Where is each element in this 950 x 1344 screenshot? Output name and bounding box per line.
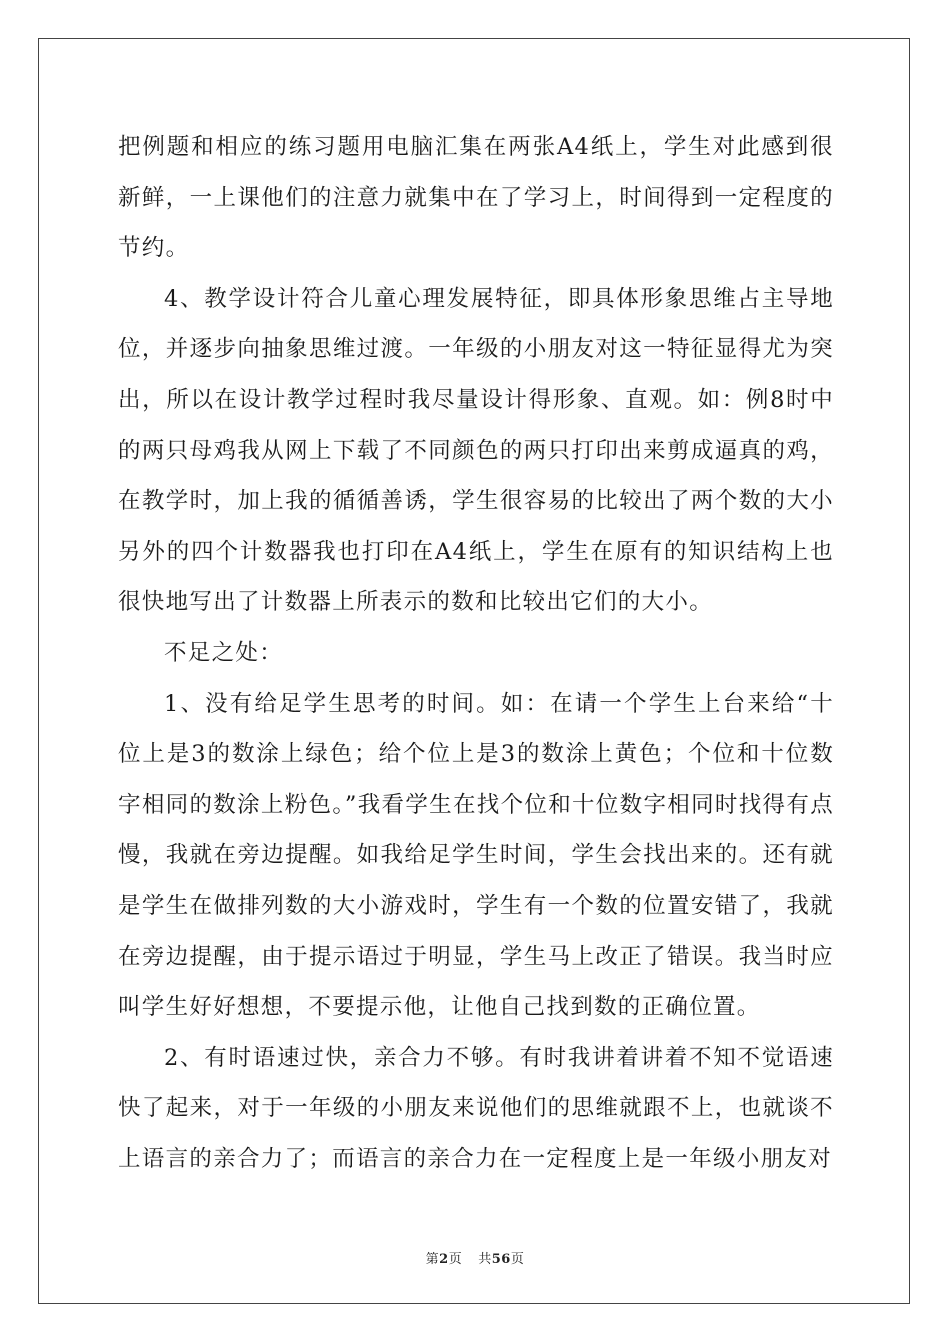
- paragraph-point-4: 4、教学设计符合儿童心理发展特征，即具体形象思维占主导地位，并逐步向抽象思维过渡。一年级的小朋友对这一特征显得尤为突出，所以在设计教学过程时我尽量设计得形象、直观。如：例8时中的两只母鸡我从网上下载了不同颜色的两只打印出来剪成逼真的鸡，在教学时，加上我的循循善诱，学生很容易的比较出了两个数的大小另外的四个计数器我也打印在A4纸上，学生在原有的知识结构上也很快地写出了计数器上所表示的数和比较出它们的大小。: [118, 285, 834, 616]
- page-number: 2: [439, 1252, 449, 1267]
- paragraph-shortcoming-1: 1、没有给足学生思考的时间。如：在请一个学生上台来给“十位上是3的数涂上绿色；给个位上是3的数涂上黄色；个位和十位数字相同的数涂上粉色。”我看学生在找个位和十位数字相同时找得有点慢，我就在旁边提醒。如我给足学生时间，学生会找出来的。还有就是学生在做排列数的大小游戏时，学生有一个数的位置安错了，我就在旁边提醒，由于提示语过于明显，学生马上改正了错误。我当时应叫学生好好想想，不要提示他，让他自己找到数的正确位置。: [118, 690, 834, 1021]
- document-body: [118, 122, 834, 1184]
- total-prefix: 共: [478, 1252, 492, 1267]
- paragraph-shortcoming-2: 2、有时语速过快，亲合力不够。有时我讲着讲着不知不觉语速快了起来，对于一年级的小朋友来说他们的思维就跟不上，也就谈不上语言的亲合力了；而语言的亲合力在一定程度上是一年级小朋友对: [118, 1044, 834, 1172]
- section-heading-shortcomings: 不足之处：: [164, 639, 284, 666]
- total-pages: 56: [491, 1252, 511, 1267]
- page-prefix: 第: [425, 1252, 440, 1267]
- page-footer: [0, 1248, 950, 1267]
- paragraph-continuation: 把例题和相应的练习题用电脑汇集在两张A4纸上，学生对此感到很新鲜，一上课他们的注意力就集中在了学习上，时间得到一定程度的节约。: [118, 134, 834, 262]
- page-suffix: 页: [448, 1252, 463, 1267]
- total-suffix: 页: [510, 1252, 525, 1267]
